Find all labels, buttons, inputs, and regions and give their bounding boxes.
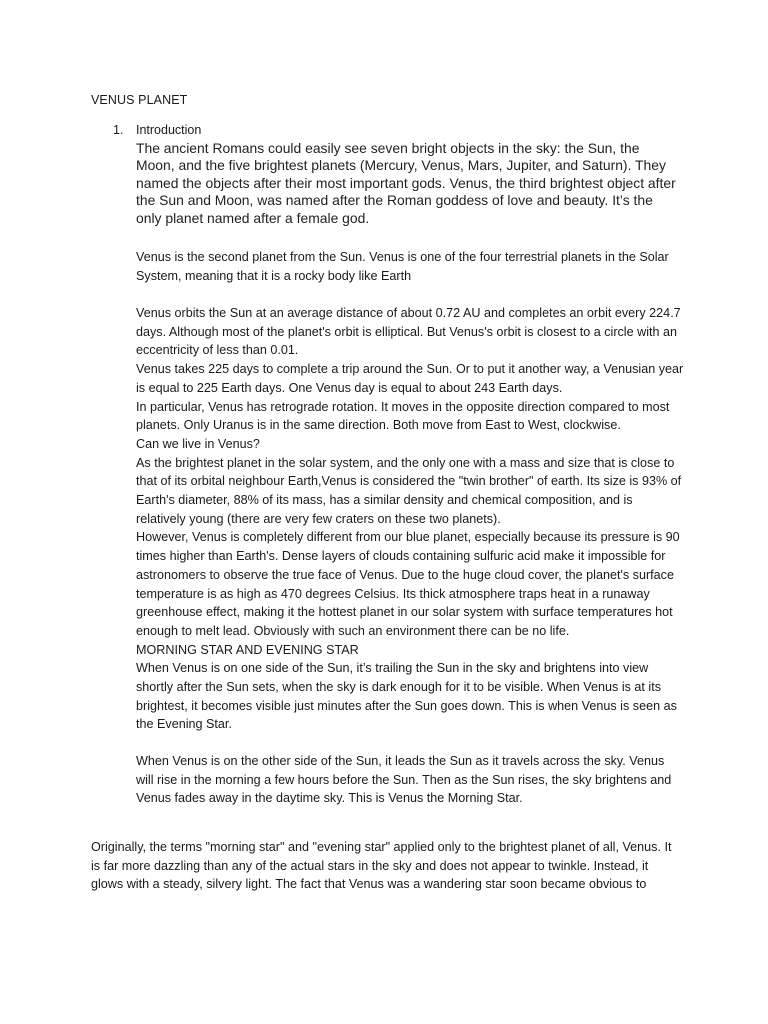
paragraph: However, Venus is completely different from our blue planet, especially because its pressure is 90 times higher than Earth's. Dense layers of clouds containing sulfuric acid make it impossible for astronomers to observe the true face of Venus. Due to the huge cloud cover, the planet's surface temperature is as high as 470 degrees Celsius. Its thick atmosphere traps heat in a runaway greenhouse effect, making it the hottest planet in our solar system with surface temperatures hot enough to melt lead. Obviously with such an environment there can be no life. — [136, 530, 680, 638]
section-number: 1. — [113, 123, 124, 137]
body-block-3 — [136, 752, 684, 808]
intro-paragraph: The ancient Romans could easily see seven bright objects in the sky: the Sun, the Moon, and the five brightest planets (Mercury, Venus, Mars, Jupiter, and Saturn). They named the objects after their most important gods. Venus, the third brightest object after the Sun and Moon, was named after the Roman goddess of love and beauty. It’s the only planet named after a female god. — [136, 140, 676, 226]
closing-paragraph: Originally, the terms "morning star" and "evening star" applied only to the brightest planet of all, Venus. It is far more dazzling than any of the actual stars in the sky and does not appear to twinkle. Instead, it glows with a steady, silvery light. The fact that Venus was a wandering star soon became obvious to — [91, 840, 672, 892]
paragraph: Venus takes 225 days to complete a trip around the Sun. Or to put it another way, a Venusian year is equal to 225 Earth days. One Venus day is equal to about 243 Earth days. — [136, 362, 684, 395]
section-heading: Introduction — [136, 123, 202, 137]
paragraph: Venus is the second planet from the Sun. Venus is one of the four terrestrial planets in the Solar System, meaning that it is a rocky body like Earth — [136, 250, 669, 283]
body-block-2 — [136, 304, 684, 734]
paragraph: When Venus is on the other side of the Sun, it leads the Sun as it travels across the sky. Venus will rise in the morning a few hours before the Sun. Then as the Sun rises, the sky brightens and Venus fades away in the daytime sky. This is Venus the Morning Star. — [136, 754, 672, 806]
document-title: VENUS PLANET — [91, 93, 188, 107]
paragraph: Venus orbits the Sun at an average distance of about 0.72 AU and completes an orbit every 224.7 days. Although most of the planet's orbit is elliptical. But Venus's orbit is closest to a circle with an eccentricity of less than 0.01. — [136, 306, 681, 358]
paragraph: As the brightest planet in the solar system, and the only one with a mass and size that is close to that of its orbital neighbour Earth,Venus is considered the "twin brother" of earth. Its size is 93% of Earth's diameter, 88% of its mass, has a similar density and chemical composition, and is relatively young (there are very few craters on these two planets). — [136, 455, 682, 526]
body-block-1 — [136, 248, 684, 285]
paragraph: In particular, Venus has retrograde rotation. It moves in the opposite direction compared to most planets. Only Uranus is in the same direction. Both move from East to West, clockwise. — [136, 399, 670, 433]
subheading-morning-evening-star: MORNING STAR AND EVENING STAR — [136, 642, 359, 657]
paragraph: When Venus is on one side of the Sun, it’s trailing the Sun in the sky and brightens into view shortly after the Sun sets, when the sky is dark enough for it to be visible. When Venus is at its brightest, it becomes visible just minutes after the Sun goes down. This is when Venus is seen as the Evening Star. — [136, 661, 677, 732]
subheading-live-on-venus: Can we live in Venus? — [136, 436, 260, 451]
